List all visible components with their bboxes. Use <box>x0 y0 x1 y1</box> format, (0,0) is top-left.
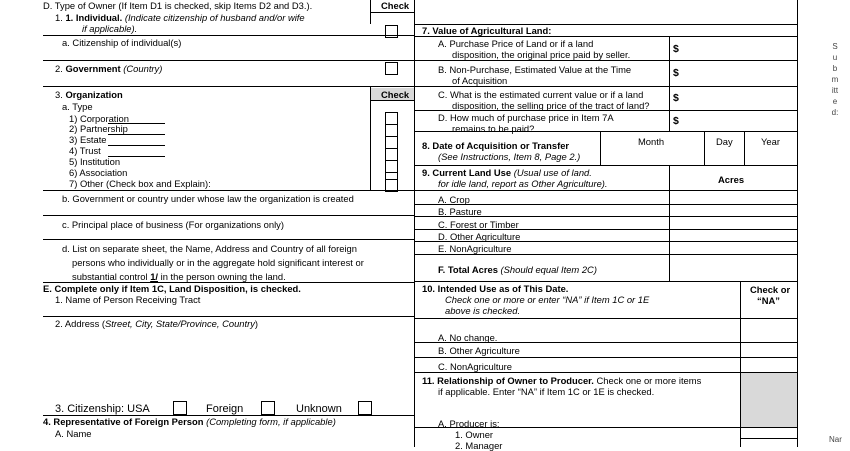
nonpurchase-line2: of Acquisition <box>452 75 508 86</box>
check-header-org: Check <box>381 89 410 100</box>
intended-use-note2: above is checked. <box>445 305 521 316</box>
address-label: 2. Address (Street, City, State/Province, Country) <box>55 318 259 329</box>
list-note-line3: substantial control 1/ in the person owning the land. <box>72 271 286 282</box>
submitted-letter: e <box>832 97 838 106</box>
citizenship-line: 3. Citizenship: USA <box>55 403 150 415</box>
total-acres-field[interactable] <box>670 255 796 281</box>
dollar-c: $ <box>673 92 679 104</box>
total-acres-label: F. Total Acres (Should equal Item 2C) <box>438 264 597 275</box>
dollar-b: $ <box>673 67 679 79</box>
nonpurchase-line1: B. Non-Purchase, Estimated Value at the Time <box>438 64 632 75</box>
address-field[interactable] <box>43 330 414 397</box>
submitted-letter: S <box>832 42 838 51</box>
acres-header: Acres <box>718 174 745 185</box>
other-agriculture-acres-field[interactable] <box>670 230 796 241</box>
government-country-field[interactable] <box>43 74 370 86</box>
list-note-line1: d. List on separate sheet, the Name, Address and Country of all foreign <box>62 243 357 254</box>
rep-name-field[interactable] <box>43 439 414 447</box>
nonpurchase-value-field[interactable] <box>684 61 796 86</box>
month-field[interactable] <box>601 148 703 164</box>
organization-line: 3. Organization <box>55 89 123 100</box>
land-use-note: for idle land, report as Other Agriculture). <box>438 178 608 189</box>
receiving-person-label: 1. Name of Person Receiving Tract <box>55 294 201 305</box>
producer-owner: 1. Owner <box>455 429 494 440</box>
day-field[interactable] <box>705 148 743 164</box>
unknown-label: Unknown <box>296 403 342 415</box>
principal-place-field[interactable] <box>43 231 414 239</box>
use-forest: C. Forest or Timber <box>438 219 519 230</box>
purchase-price-line1: A. Purchase Price of Land or if a land <box>438 38 594 49</box>
intended-use-note1: Check one or more or enter “NA” if Item 1C or 1E <box>445 294 650 305</box>
manager-check-field[interactable] <box>741 439 796 447</box>
type-institution: 5) Institution <box>69 156 121 167</box>
type-a-label: a. Type <box>62 101 93 112</box>
dollar-d: $ <box>673 115 679 127</box>
owner-check-field[interactable] <box>741 428 796 438</box>
government-line: 2. Government (Country) <box>55 63 163 74</box>
check-header: Check <box>381 0 410 11</box>
purchase-price-line2: disposition, the original price paid by seller. <box>452 49 631 60</box>
intended-nonagriculture: C. NonAgriculture <box>438 361 512 372</box>
value-of-land-heading: 7. Value of Agricultural Land: <box>422 25 552 36</box>
check-or-header: Check or <box>750 284 791 295</box>
intended-other-agriculture: B. Other Agriculture <box>438 345 520 356</box>
type-other: 7) Other (Check box and Explain): <box>69 178 211 189</box>
receiving-person-field[interactable] <box>43 305 414 316</box>
land-use-heading: 9. Current Land Use (Usual use of land. <box>422 167 592 178</box>
relationship-heading: 11. Relationship of Owner to Producer. Check one or more items <box>422 375 702 386</box>
year-label: Year <box>761 136 780 147</box>
remaining-price-line2: remains to be paid? <box>452 123 535 134</box>
purchase-price-field[interactable] <box>684 37 796 60</box>
month-label: Month <box>638 136 665 147</box>
submitted-letter: b <box>832 64 838 73</box>
type-partnership: 2) Partnership <box>69 123 128 134</box>
government-or-country-field[interactable] <box>43 205 414 215</box>
section-e-heading: E. Complete only if Item 1C, Land Disposition, is checked. <box>43 283 301 294</box>
submitted-letter: itt <box>831 86 839 95</box>
citizenship-individual-label: a. Citizenship of individual(s) <box>62 37 182 48</box>
list-note-line2: persons who individually or in the aggregate hold significant interest or <box>72 257 364 268</box>
individual-note: if applicable). <box>82 23 138 34</box>
use-pasture: B. Pasture <box>438 206 482 217</box>
intended-nonagriculture-field[interactable] <box>741 358 796 372</box>
crop-acres-field[interactable] <box>670 191 796 203</box>
government-or-country-label: b. Government or country under whose law the organization is created <box>62 193 354 204</box>
submitted-letter: m <box>831 75 839 84</box>
forest-acres-field[interactable] <box>670 217 796 229</box>
current-value-line2: disposition, the selling price of the tract of land? <box>452 100 650 111</box>
remaining-price-field[interactable] <box>684 111 796 131</box>
producer-label: A. Producer is: <box>438 418 500 429</box>
dollar-a: $ <box>673 43 679 55</box>
remaining-price-line1: D. How much of purchase price in Item 7A <box>438 112 614 123</box>
type-trust: 4) Trust <box>69 145 101 156</box>
type-estate: 3) Estate <box>69 134 107 145</box>
usa-checkbox[interactable] <box>173 401 187 415</box>
use-crop: A. Crop <box>438 194 470 205</box>
name-margin-label: Nar <box>829 435 842 444</box>
date-acquisition-note: (See Instructions, Item 8, Page 2.) <box>438 151 581 162</box>
na-header: “NA” <box>757 295 780 306</box>
submitted-letter: u <box>832 53 838 62</box>
use-nonagriculture: E. NonAgriculture <box>438 243 512 254</box>
unknown-checkbox[interactable] <box>358 401 372 415</box>
intended-no-change: A. No change. <box>438 332 498 343</box>
relationship-note: if applicable. Enter “NA” if Item 1C or 1E is checked. <box>438 386 655 397</box>
no-change-field[interactable] <box>741 319 796 342</box>
type-association: 6) Association <box>69 167 128 178</box>
use-other-agriculture: D. Other Agriculture <box>438 231 521 242</box>
pasture-acres-field[interactable] <box>670 205 796 216</box>
day-label: Day <box>716 136 733 147</box>
type-of-owner-heading: D. Type of Owner (If Item D1 is checked, skip Items D2 and D3.). <box>43 0 313 11</box>
current-value-line1: C. What is the estimated current value or if a land <box>438 89 644 100</box>
foreign-checkbox[interactable] <box>261 401 275 415</box>
citizenship-individual-field[interactable] <box>43 48 414 60</box>
representative-heading: 4. Representative of Foreign Person (Completing form, if applicable) <box>43 416 336 427</box>
individual-checkbox[interactable] <box>385 25 398 38</box>
individual-line: 1. 1. Individual. (Indicate citizenship of husband and/or wife <box>55 12 305 23</box>
date-acquisition-heading: 8. Date of Acquisition or Transfer <box>422 140 570 151</box>
intended-other-agriculture-field[interactable] <box>741 343 796 357</box>
year-field[interactable] <box>745 148 796 164</box>
rep-name-label: A. Name <box>55 428 92 439</box>
submitted-letter: d: <box>831 108 839 117</box>
government-checkbox[interactable] <box>385 62 398 75</box>
type-corporation: 1) Corporation <box>69 113 129 124</box>
producer-manager: 2. Manager <box>455 440 503 451</box>
principal-place-label: c. Principal place of business (For organizations only) <box>62 219 284 230</box>
current-value-field[interactable] <box>684 87 796 110</box>
nonagriculture-acres-field[interactable] <box>670 242 796 253</box>
intended-use-heading: 10. Intended Use as of This Date. <box>422 283 569 294</box>
foreign-label: Foreign <box>206 403 244 415</box>
